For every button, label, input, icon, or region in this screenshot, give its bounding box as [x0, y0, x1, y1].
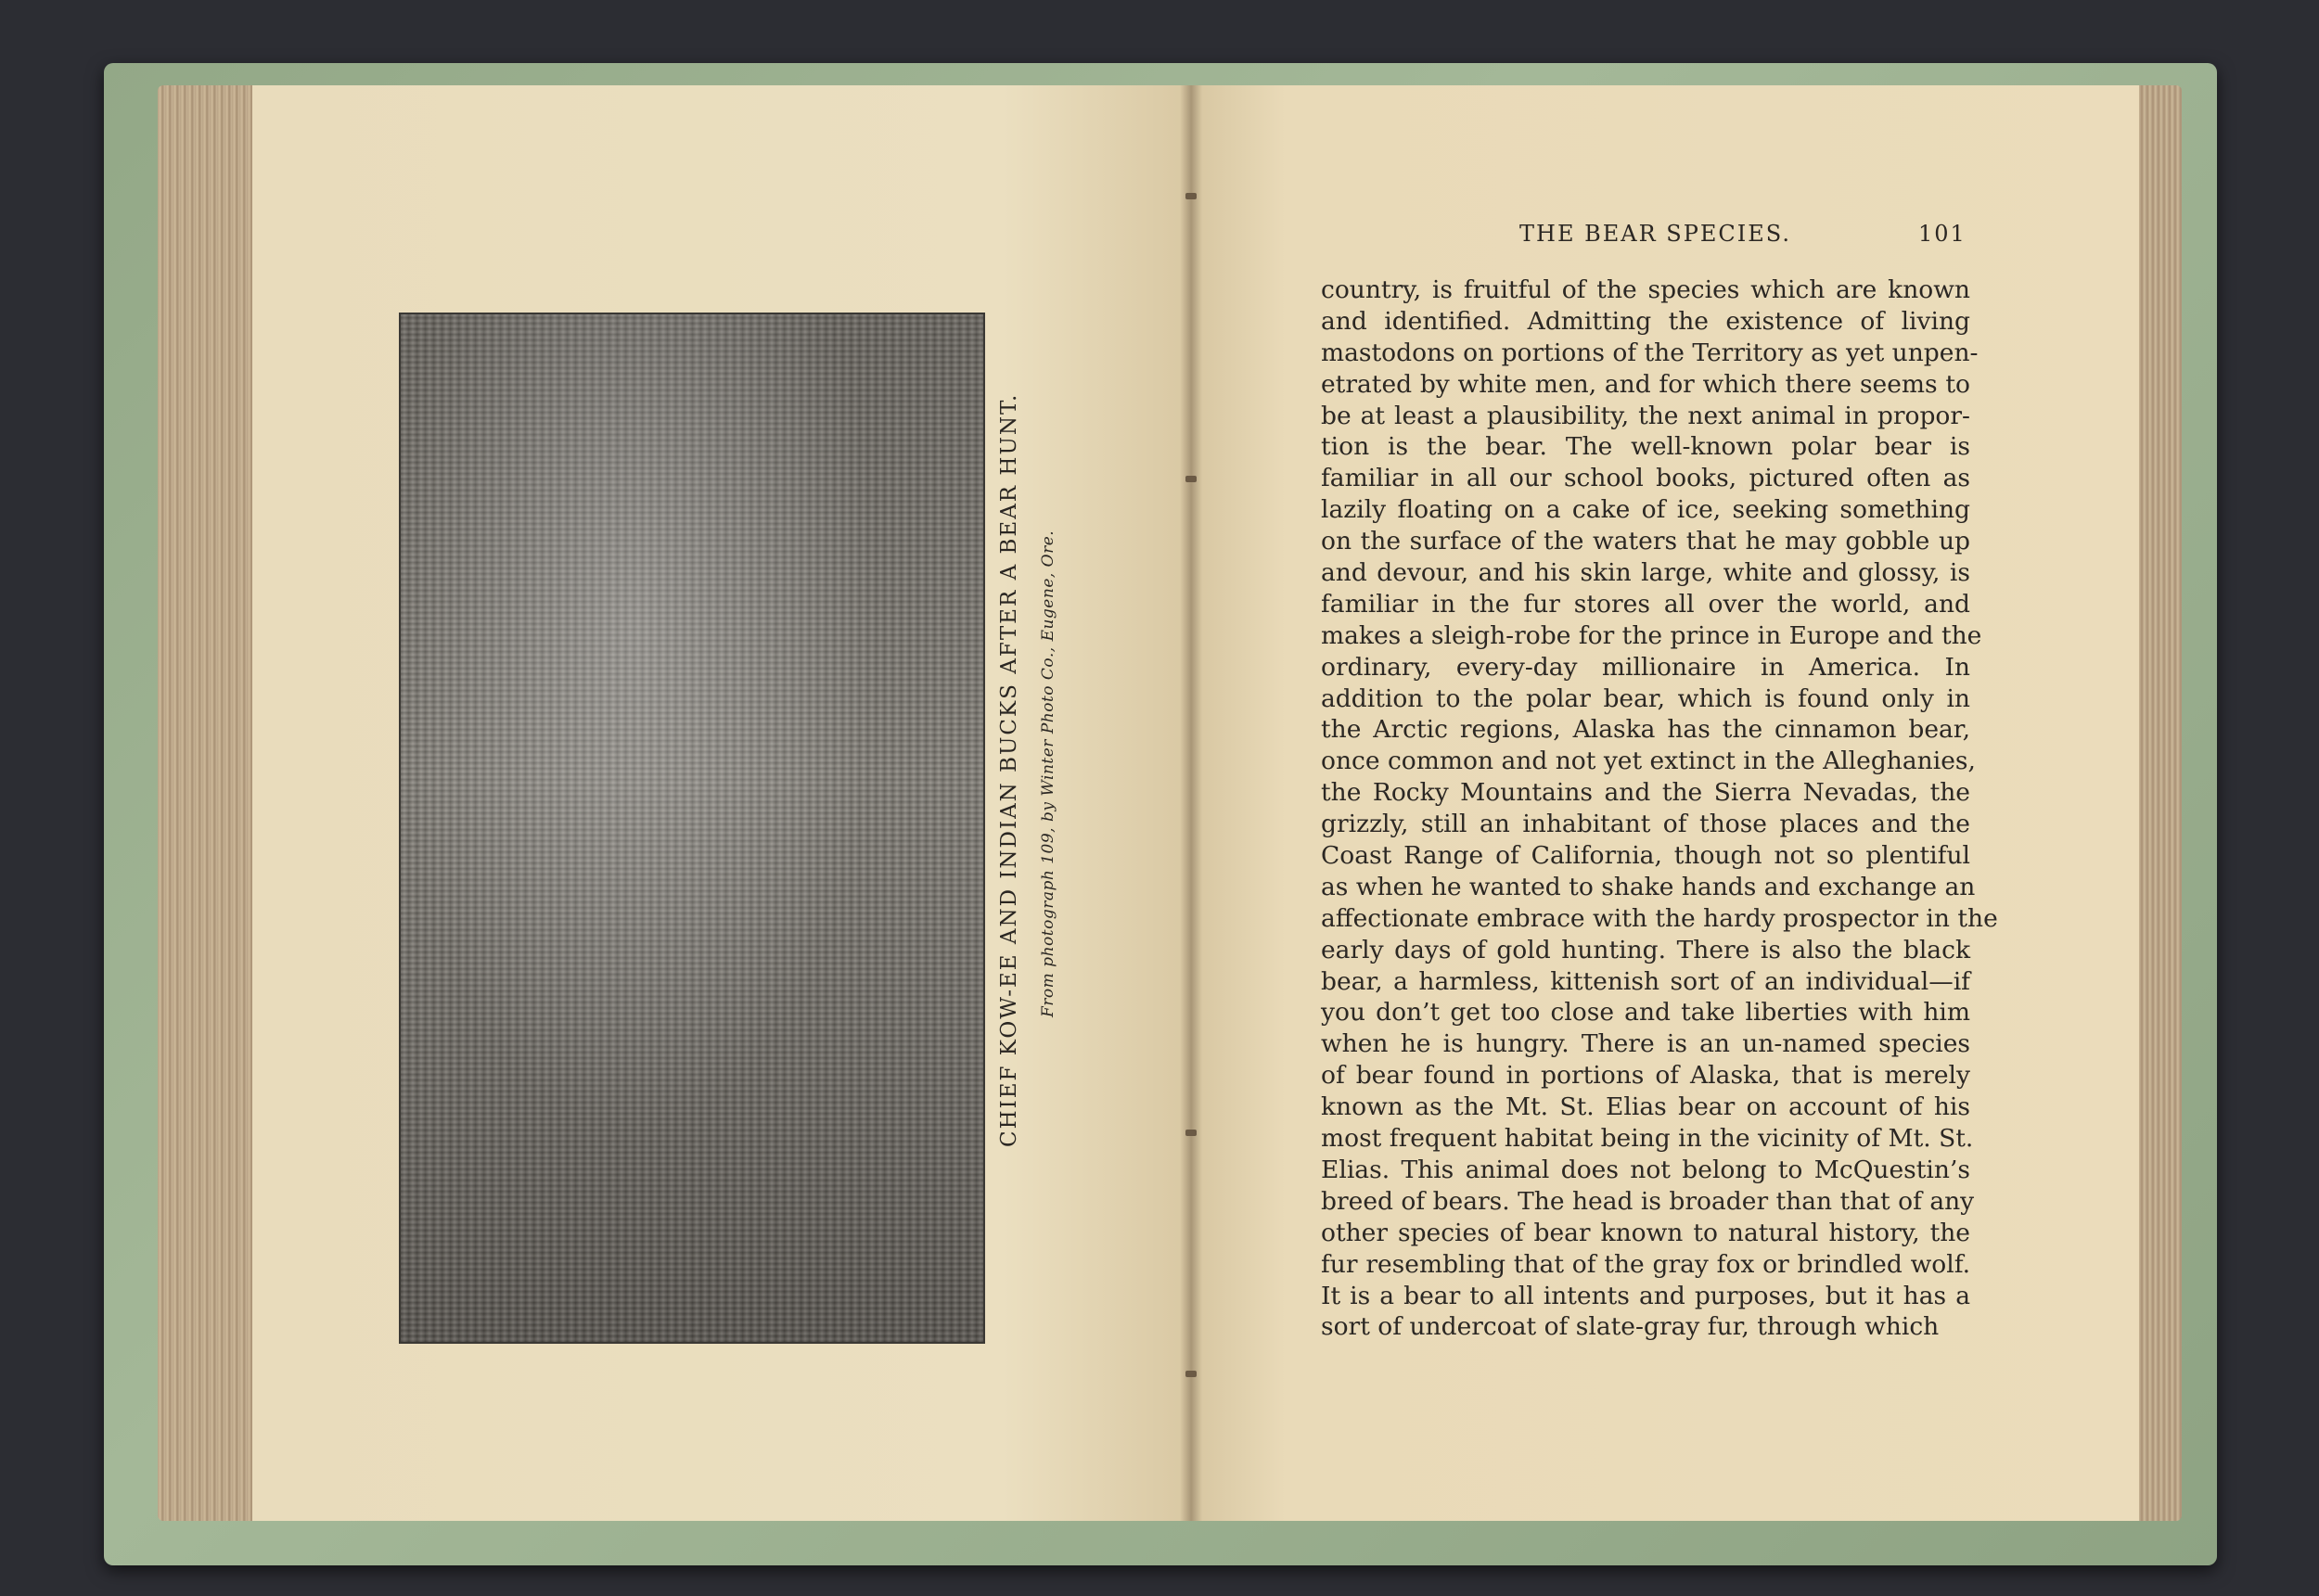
text-line: most frequent habitat being in the vicinity of Mt. St. — [1321, 1124, 1974, 1154]
page-number: 101 — [1918, 221, 1967, 247]
text-line: fur resembling that of the gray fox or brindled wolf. — [1321, 1249, 1970, 1279]
caption-title: CHIEF KOW-EE AND INDIAN BUCKS AFTER A BEAR HUNT. — [997, 392, 1021, 1147]
text-line: be at least a plausibility, the next animal in propor- — [1321, 401, 1970, 430]
text-line: when he is hungry. There is an un-named species — [1321, 1029, 1970, 1059]
page-edges-left — [158, 85, 260, 1521]
text-line: Elias. This animal does not belong to McQuestin’s — [1321, 1155, 1970, 1184]
binding-stitch — [1185, 476, 1197, 482]
text-line: and identified. Admitting the existence of living — [1321, 306, 1970, 336]
text-line: tion is the bear. The well-known polar bear is — [1321, 432, 1970, 462]
text-line: addition to the polar bear, which is found only in — [1321, 683, 1970, 713]
caption-credit: From photograph 109, by Winter Photo Co., Eugene, Ore. — [1039, 530, 1057, 1017]
text-line: the Arctic regions, Alaska has the cinnamon bear, — [1321, 715, 1970, 745]
text-line: familiar in the fur stores all over the world, and — [1321, 589, 1970, 619]
text-line: as when he wanted to shake hands and exchange an — [1321, 872, 1976, 901]
text-line: Coast Range of California, though not so plentiful — [1321, 841, 1970, 871]
text-line: lazily floating on a cake of ice, seeking something — [1321, 495, 1970, 525]
text-line: sort of undercoat of slate-gray fur, through which — [1321, 1312, 1940, 1342]
text-line: other species of bear known to natural history, the — [1321, 1218, 1970, 1247]
text-line: makes a sleigh-robe for the prince in Europe and the — [1321, 620, 1982, 650]
page-edges-right — [2133, 85, 2182, 1521]
book-spine — [1180, 85, 1202, 1521]
text-line: familiar in all our school books, pictured often as — [1321, 464, 1970, 493]
binding-stitch — [1185, 1371, 1197, 1377]
text-line: country, is fruitful of the species which are known — [1321, 275, 1970, 304]
text-line: and devour, and his skin large, white and glossy, is — [1321, 558, 1970, 588]
text-line: grizzly, still an inhabitant of those places and the — [1321, 810, 1970, 839]
text-line: once common and not yet extinct in the Alleghanies, — [1321, 747, 1976, 776]
text-line: mastodons on portions of the Territory as yet unpen- — [1321, 338, 1979, 367]
text-line: It is a bear to all intents and purposes, but it has a — [1321, 1281, 1970, 1310]
text-line: affectionate embrace with the hardy prospector in the — [1321, 903, 1998, 933]
binding-stitch — [1185, 1130, 1197, 1136]
text-line: you don’t get too close and take liberties with him — [1321, 998, 1970, 1028]
text-line: known as the Mt. St. Elias bear on account of his — [1321, 1092, 1970, 1122]
photograph-plate — [399, 313, 985, 1344]
text-line: of bear found in portions of Alaska, that is merely — [1321, 1061, 1970, 1091]
text-line: breed of bears. The head is broader than that of any — [1321, 1186, 1975, 1216]
text-line: on the surface of the waters that he may gobble up — [1321, 527, 1970, 556]
plate-caption — [979, 313, 1099, 1340]
text-line: early days of gold hunting. There is also the black — [1321, 935, 1970, 964]
binding-stitch — [1185, 193, 1197, 199]
running-head-title: THE BEAR SPECIES. — [1519, 221, 1791, 247]
body-text — [1321, 275, 1998, 1343]
text-line: bear, a harmless, kittenish sort of an individual—if — [1321, 966, 1970, 996]
text-line: ordinary, every-day millionaire in America. In — [1321, 652, 1970, 682]
text-line: etrated by white men, and for which there seems to — [1321, 369, 1970, 399]
text-line: the Rocky Mountains and the Sierra Nevadas, the — [1321, 778, 1970, 808]
